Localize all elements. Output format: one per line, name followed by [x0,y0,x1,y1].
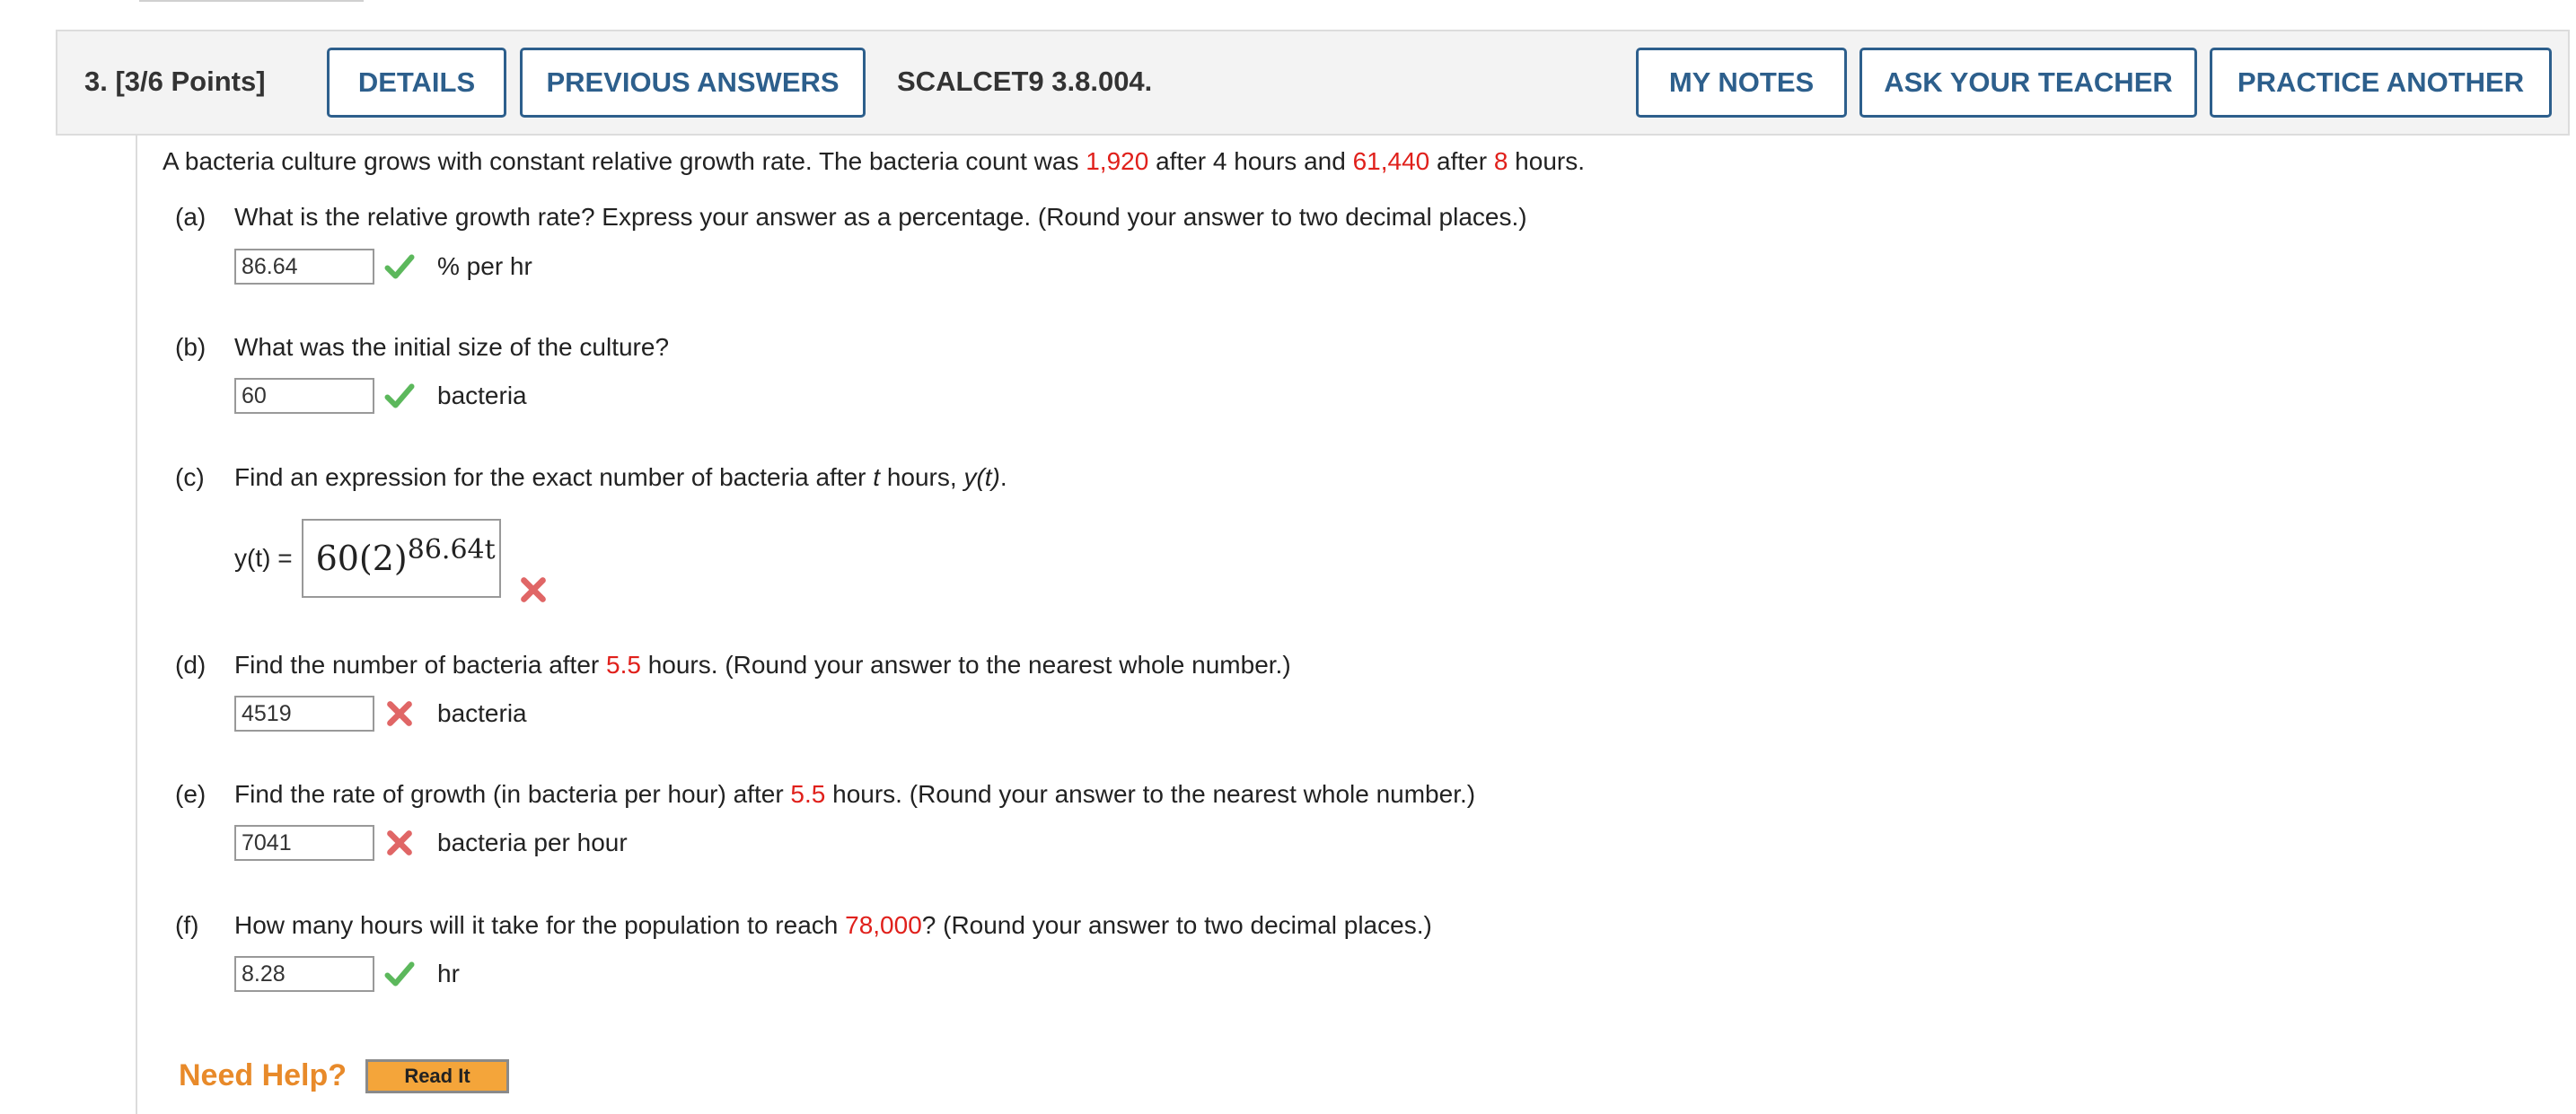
part-f-unit: hr [437,960,460,987]
part-d-value: 5.5 [606,651,641,679]
part-e-value: 5.5 [790,780,826,808]
practice-another-button[interactable]: PRACTICE ANOTHER [2210,48,2552,118]
my-notes-button[interactable]: MY NOTES [1636,48,1847,118]
question-number: 3. [3/6 Points] [84,66,266,97]
part-d-text: Find the number of bacteria after [234,651,606,679]
part-e-text: hours. (Round your answer to the nearest whole number.) [825,780,1476,808]
problem-code: SCALCET9 3.8.004. [897,66,1153,97]
part-b-unit: bacteria [437,382,527,409]
part-c-function: y(t) [963,463,1000,491]
part-e-label: (e) [175,780,207,808]
part-f-question [175,911,1432,940]
top-divider [139,0,364,2]
part-a-label: (a) [175,203,207,231]
intro-value-count-4h: 1,920 [1086,147,1149,175]
part-f-label: (f) [175,911,199,939]
part-b-text: What was the initial size of the culture? [234,333,670,361]
part-d-unit: bacteria [437,699,527,727]
ask-your-teacher-button[interactable]: ASK YOUR TEACHER [1859,48,2197,118]
part-c-lhs: y(t) = [234,544,293,572]
part-c-variable: t [873,463,881,491]
part-f-text: ? (Round your answer to two decimal places.) [921,911,1432,939]
intro-text: after 4 hours and [1148,147,1353,175]
intro-text: after [1429,147,1494,175]
x-icon [383,827,416,859]
details-button[interactable]: DETAILS [327,48,506,118]
part-f-value: 78,000 [845,911,922,939]
part-e-answer-row [234,825,628,861]
part-c-expression-field[interactable] [302,519,501,598]
part-b-label: (b) [175,333,207,361]
intro-text: A bacteria culture grows with constant relative growth rate. The bacteria count was [163,147,1086,175]
read-it-button[interactable]: Read It [365,1059,509,1093]
part-f-text: How many hours will it take for the population to reach [234,911,846,939]
check-icon [383,958,416,990]
part-c-answer-row [234,511,549,606]
part-b-answer-field[interactable]: 60 [234,378,374,414]
part-d-label: (d) [175,651,207,679]
part-e-question [175,780,1475,809]
part-c-text: Find an expression for the exact number of bacteria after [234,463,874,491]
part-c-question [175,463,1007,492]
part-e-unit: bacteria per hour [437,829,628,856]
expression-exponent: 86.64t [407,533,496,566]
part-f-answer-field[interactable]: 8.28 [234,956,374,992]
part-a-text: What is the relative growth rate? Express your answer as a percentage. (Round your answer to two decimal places.) [234,203,1527,231]
part-f-answer-row [234,956,460,992]
question-header [56,30,2570,136]
intro-value-count-8h: 61,440 [1352,147,1430,175]
part-a-answer-field[interactable]: 86.64 [234,249,374,285]
x-icon [517,574,549,606]
part-c-text: hours, [880,463,964,491]
part-a-unit: % per hr [437,252,532,280]
problem-statement [163,147,1585,176]
previous-answers-button[interactable]: PREVIOUS ANSWERS [520,48,866,118]
question-body [136,136,2570,1114]
part-d-question [175,651,1291,680]
part-b-answer-row [234,378,527,414]
x-icon [383,697,416,730]
intro-text: hours. [1508,147,1585,175]
check-icon [383,250,416,283]
part-d-answer-row [234,696,527,732]
part-e-text: Find the rate of growth (in bacteria per hour) after [234,780,791,808]
part-d-answer-field[interactable]: 4519 [234,696,374,732]
part-d-text: hours. (Round your answer to the nearest whole number.) [640,651,1291,679]
part-b-question [175,333,669,362]
check-icon [383,380,416,412]
expression-base: 60(2) [315,539,408,578]
part-e-answer-field[interactable]: 7041 [234,825,374,861]
part-c-text: . [999,463,1007,491]
part-a-question [175,203,1527,232]
need-help-label: Need Help? [179,1058,347,1092]
part-a-answer-row [234,249,532,285]
intro-value-hours: 8 [1493,147,1508,175]
part-c-label: (c) [175,463,205,491]
